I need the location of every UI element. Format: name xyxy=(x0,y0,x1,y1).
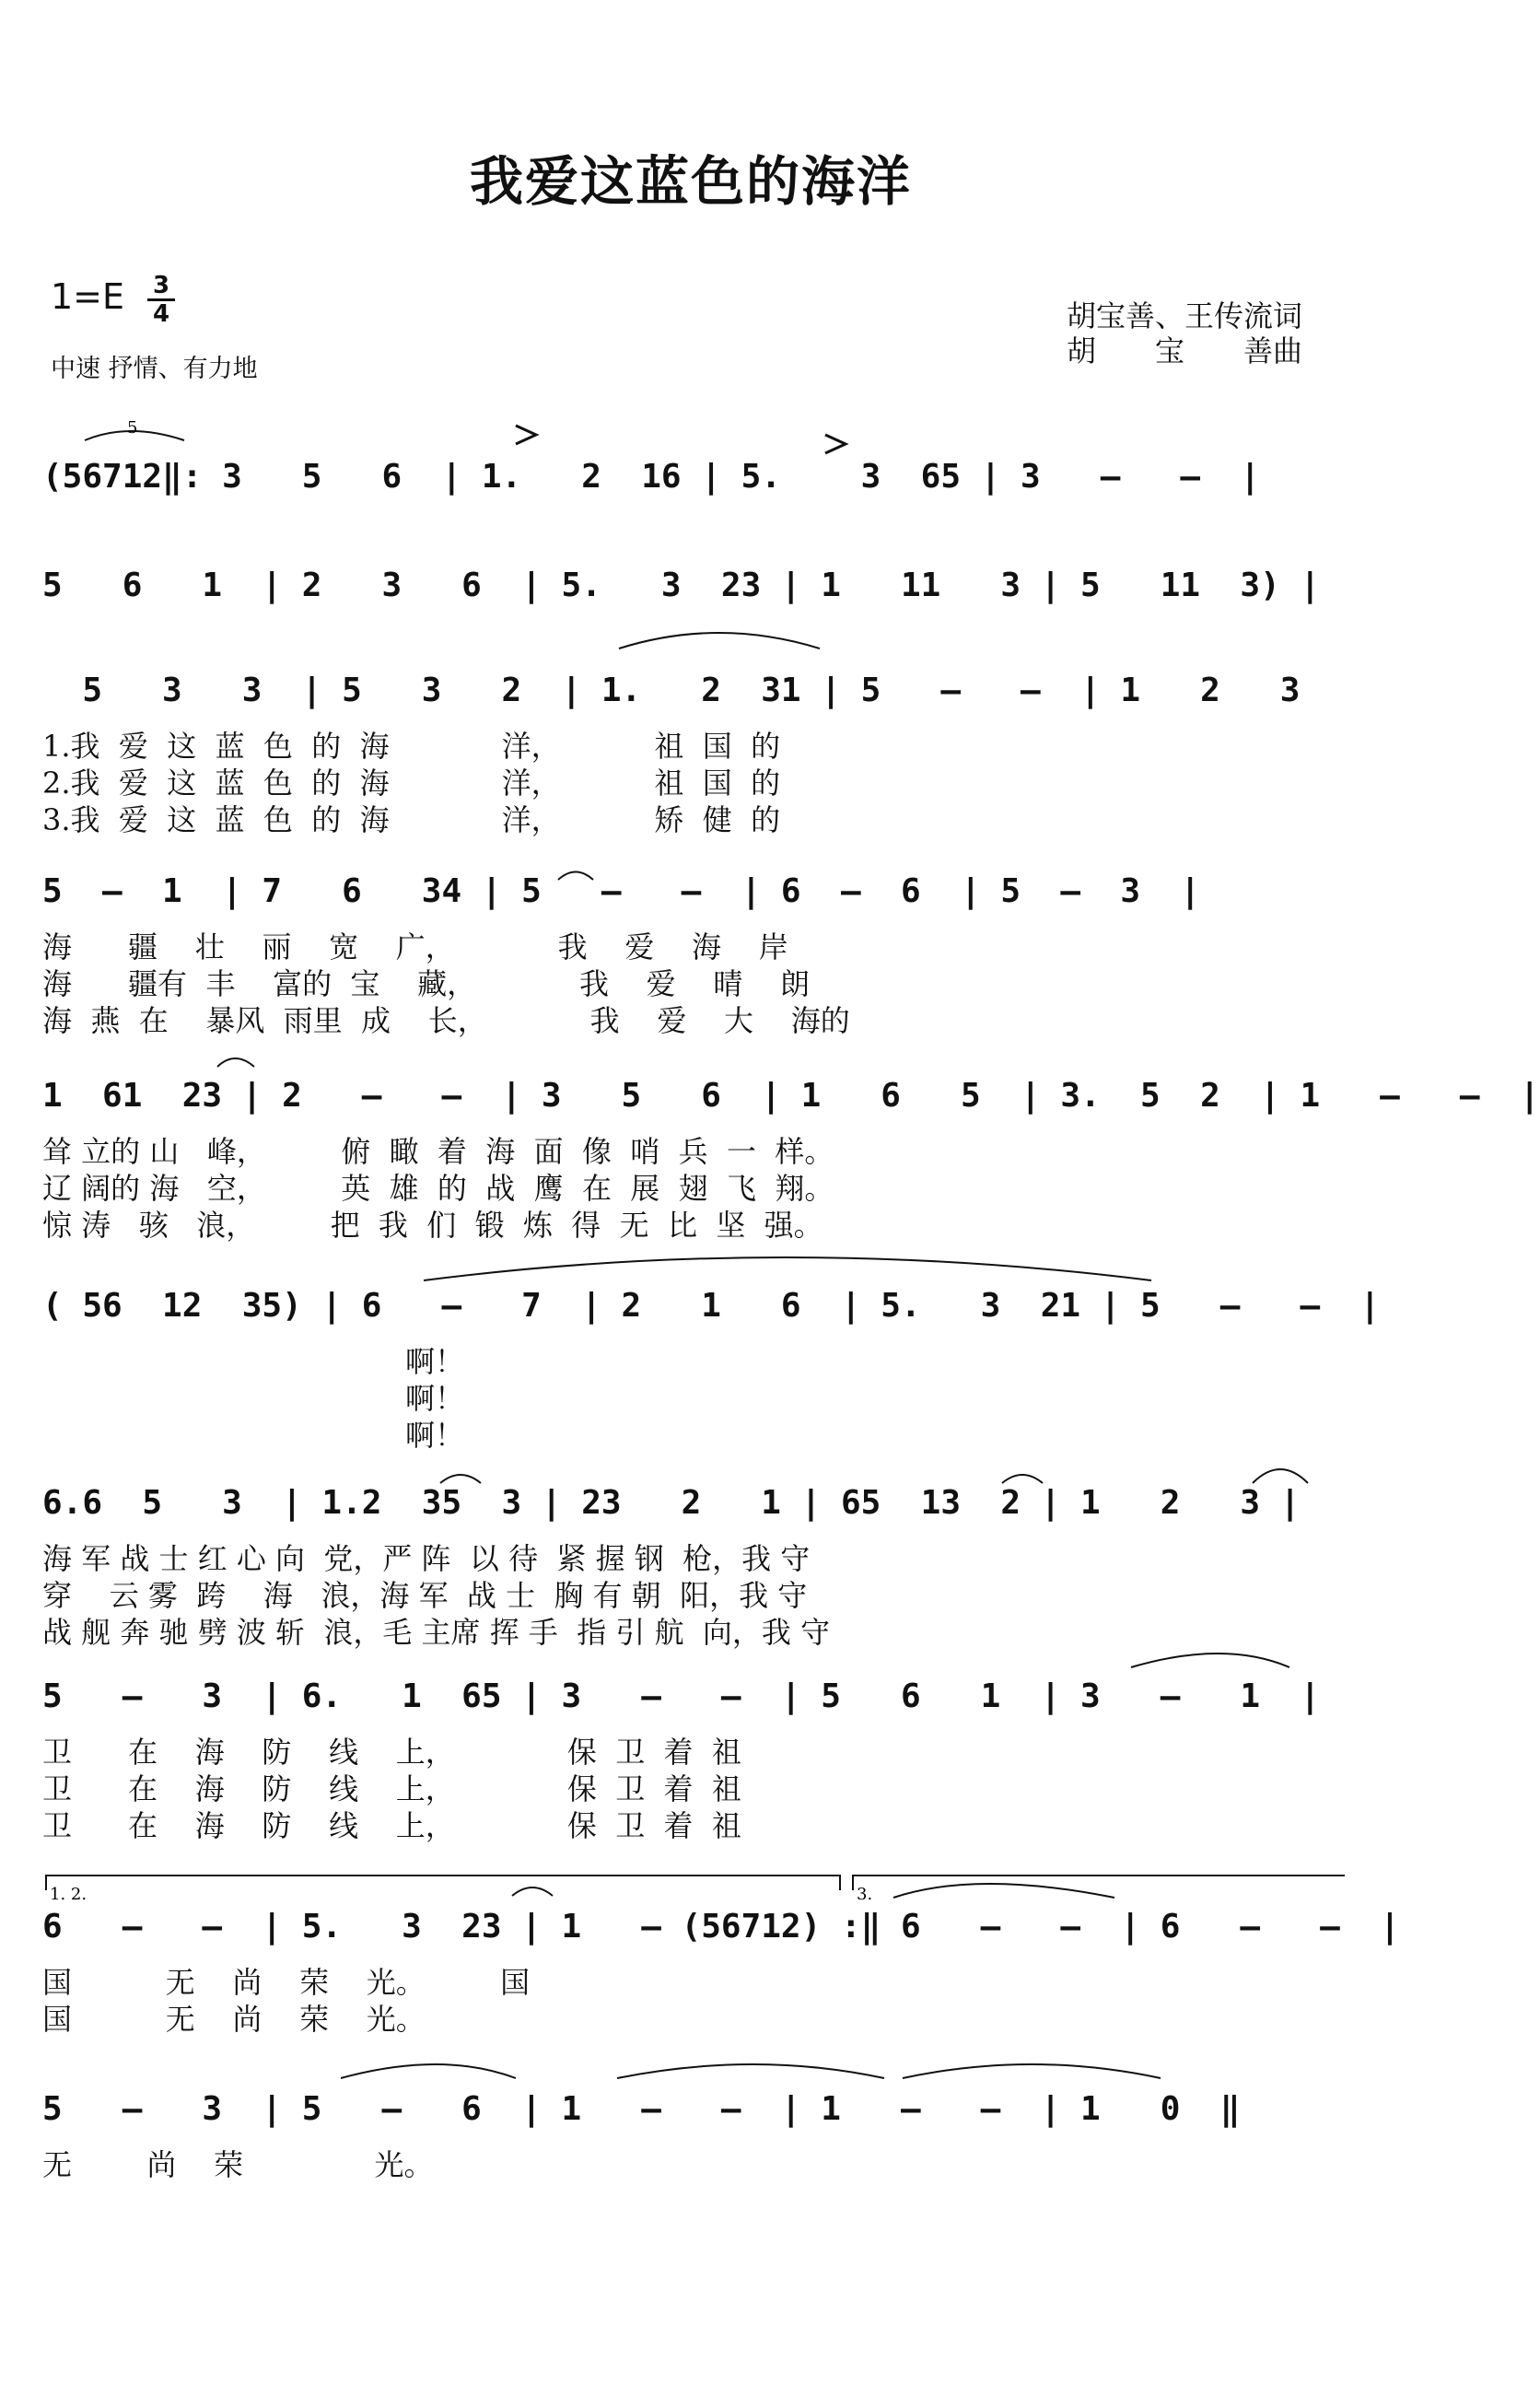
system-10-notes: 5 – 3 | 5 – 6 | 1 – – | 1 – – | 1 0 ‖ xyxy=(42,2090,1241,2128)
system-1-notes: (56712‖: 3 5 6 | 1. 2 16 | 5. 3 65 | 3 – – | xyxy=(42,458,1261,496)
system-7-lyric-2: 穿 云 雾 跨 海 浪，海 军 战 士 胸 有 朝 阳，我 守 xyxy=(42,1578,808,1613)
accent-mark-2 xyxy=(825,435,846,453)
volta-label-1: 1. 2. xyxy=(50,1885,88,1904)
system-5-lyric-2: 辽 阔的 海 空， 英 雄 的 战 鹰 在 展 翅 飞 翔。 xyxy=(42,1171,834,1206)
slur-sys10c xyxy=(903,2064,1161,2078)
system-8-lyric-1: 卫 在 海 防 线 上， 保 卫 着 祖 xyxy=(42,1735,741,1770)
system-9-lyric-1: 国 无 尚 荣 光。 国 xyxy=(42,1965,531,2000)
system-8-lyric-3: 卫 在 海 防 线 上， 保 卫 着 祖 xyxy=(42,1808,741,1843)
slur-sys7b xyxy=(1002,1475,1043,1483)
key-signature: 1=E xyxy=(51,276,125,317)
system-7-lyric-1: 海 军 战 士 红 心 向 党，严 阵 以 待 紧 握 钢 枪，我 守 xyxy=(42,1541,811,1576)
slur-sys10b xyxy=(617,2064,884,2078)
volta-label-2: 3. xyxy=(857,1885,873,1904)
system-3-notes: 5 3 3 | 5 3 2 | 1. 2 31 | 5 – – | 1 2 3 xyxy=(42,672,1301,709)
slur-sys5 xyxy=(217,1058,254,1067)
slur-sys3 xyxy=(619,633,820,649)
system-4-lyric-1: 海 疆 壮 丽 宽 广， 我 爱 海 岸 xyxy=(42,929,788,964)
slur-sys10a xyxy=(341,2064,516,2078)
system-5-lyric-1: 耸 立的 山 峰， 俯 瞰 着 海 面 像 哨 兵 一 样。 xyxy=(42,1134,834,1169)
tempo-marking: 中速 抒情、有力地 xyxy=(51,355,258,383)
slur-sys8 xyxy=(1131,1654,1289,1667)
system-10-lyric-1: 无 尚 荣 光。 xyxy=(42,2147,434,2182)
system-4-lyric-2: 海 疆有 丰 富的 宝 藏， 我 爱 晴 朗 xyxy=(42,966,811,1001)
system-2-notes: 5 6 1 | 2 3 6 | 5. 3 23 | 1 11 3 | 5 11 3) | xyxy=(42,567,1321,604)
volta-bracket-1 xyxy=(46,1876,840,1890)
system-6-lyric-2: 啊！ xyxy=(405,1381,465,1416)
system-8-notes: 5 – 3 | 6. 1 65 | 3 – – | 5 6 1 | 3 – 1 | xyxy=(42,1677,1321,1715)
composer-credit: 胡 宝 善曲 xyxy=(1066,333,1302,368)
accent-mark-1 xyxy=(516,426,536,444)
system-3-lyric-1: 1.我 爱 这 蓝 色 的 海 洋， 祖 国 的 xyxy=(42,729,781,764)
slur-sys7c xyxy=(1253,1469,1308,1483)
lyricist-credit: 胡宝善、王传流词 xyxy=(1066,298,1302,333)
system-9-lyric-2: 国 无 尚 荣 光。 xyxy=(42,2002,426,2037)
system-4-notes: 5 – 1 | 7 6 34 | 5 – – | 6 – 6 | 5 – 3 | xyxy=(42,872,1201,910)
slur-sys7a xyxy=(440,1475,481,1483)
system-5-notes: 1 61 23 | 2 – – | 3 5 6 | 1 6 5 | 3. 5 2 | 1 – – | xyxy=(42,1077,1540,1115)
system-7-lyric-3: 战 舰 奔 驰 劈 波 斩 浪，毛 主席 挥 手 指 引 航 向，我 守 xyxy=(42,1615,831,1650)
slur-sys9 xyxy=(512,1887,553,1896)
tuplet-label-1: 5 xyxy=(127,418,138,438)
system-4-lyric-3: 海 燕 在 暴风 雨里 成 长， 我 爱 大 海的 xyxy=(42,1003,850,1038)
system-6-lyric-1: 啊！ xyxy=(405,1344,465,1379)
slur-sys9b xyxy=(893,1884,1114,1898)
system-7-notes: 6.6 5 3 | 1.2 35 3 | 23 2 1 | 65 13 2 | 1 2 3 | xyxy=(42,1484,1301,1522)
system-9-notes: 6 – – | 5. 3 23 | 1 – (56712) :‖ 6 – – | 6 – – | xyxy=(42,1908,1400,1946)
time-signature-bottom: 4 xyxy=(147,298,175,327)
song-title: 我爱这蓝色的海洋 xyxy=(469,150,912,213)
volta-bracket-2 xyxy=(853,1876,1345,1890)
system-6-notes: ( 56 12 35) | 6 – 7 | 2 1 6 | 5. 3 21 | 5 – – | xyxy=(42,1287,1381,1325)
system-3-lyric-2: 2.我 爱 这 蓝 色 的 海 洋， 祖 国 的 xyxy=(42,765,781,801)
system-6-lyric-3: 啊！ xyxy=(405,1418,465,1453)
slur-sys6 xyxy=(424,1257,1151,1280)
system-8-lyric-2: 卫 在 海 防 线 上， 保 卫 着 祖 xyxy=(42,1771,741,1806)
system-5-lyric-3: 惊 涛 骇 浪， 把 我 们 锻 炼 得 无 比 坚 强。 xyxy=(42,1208,823,1243)
system-3-lyric-3: 3.我 爱 这 蓝 色 的 海 洋， 矫 健 的 xyxy=(42,802,781,837)
time-signature-top: 3 xyxy=(152,272,170,299)
